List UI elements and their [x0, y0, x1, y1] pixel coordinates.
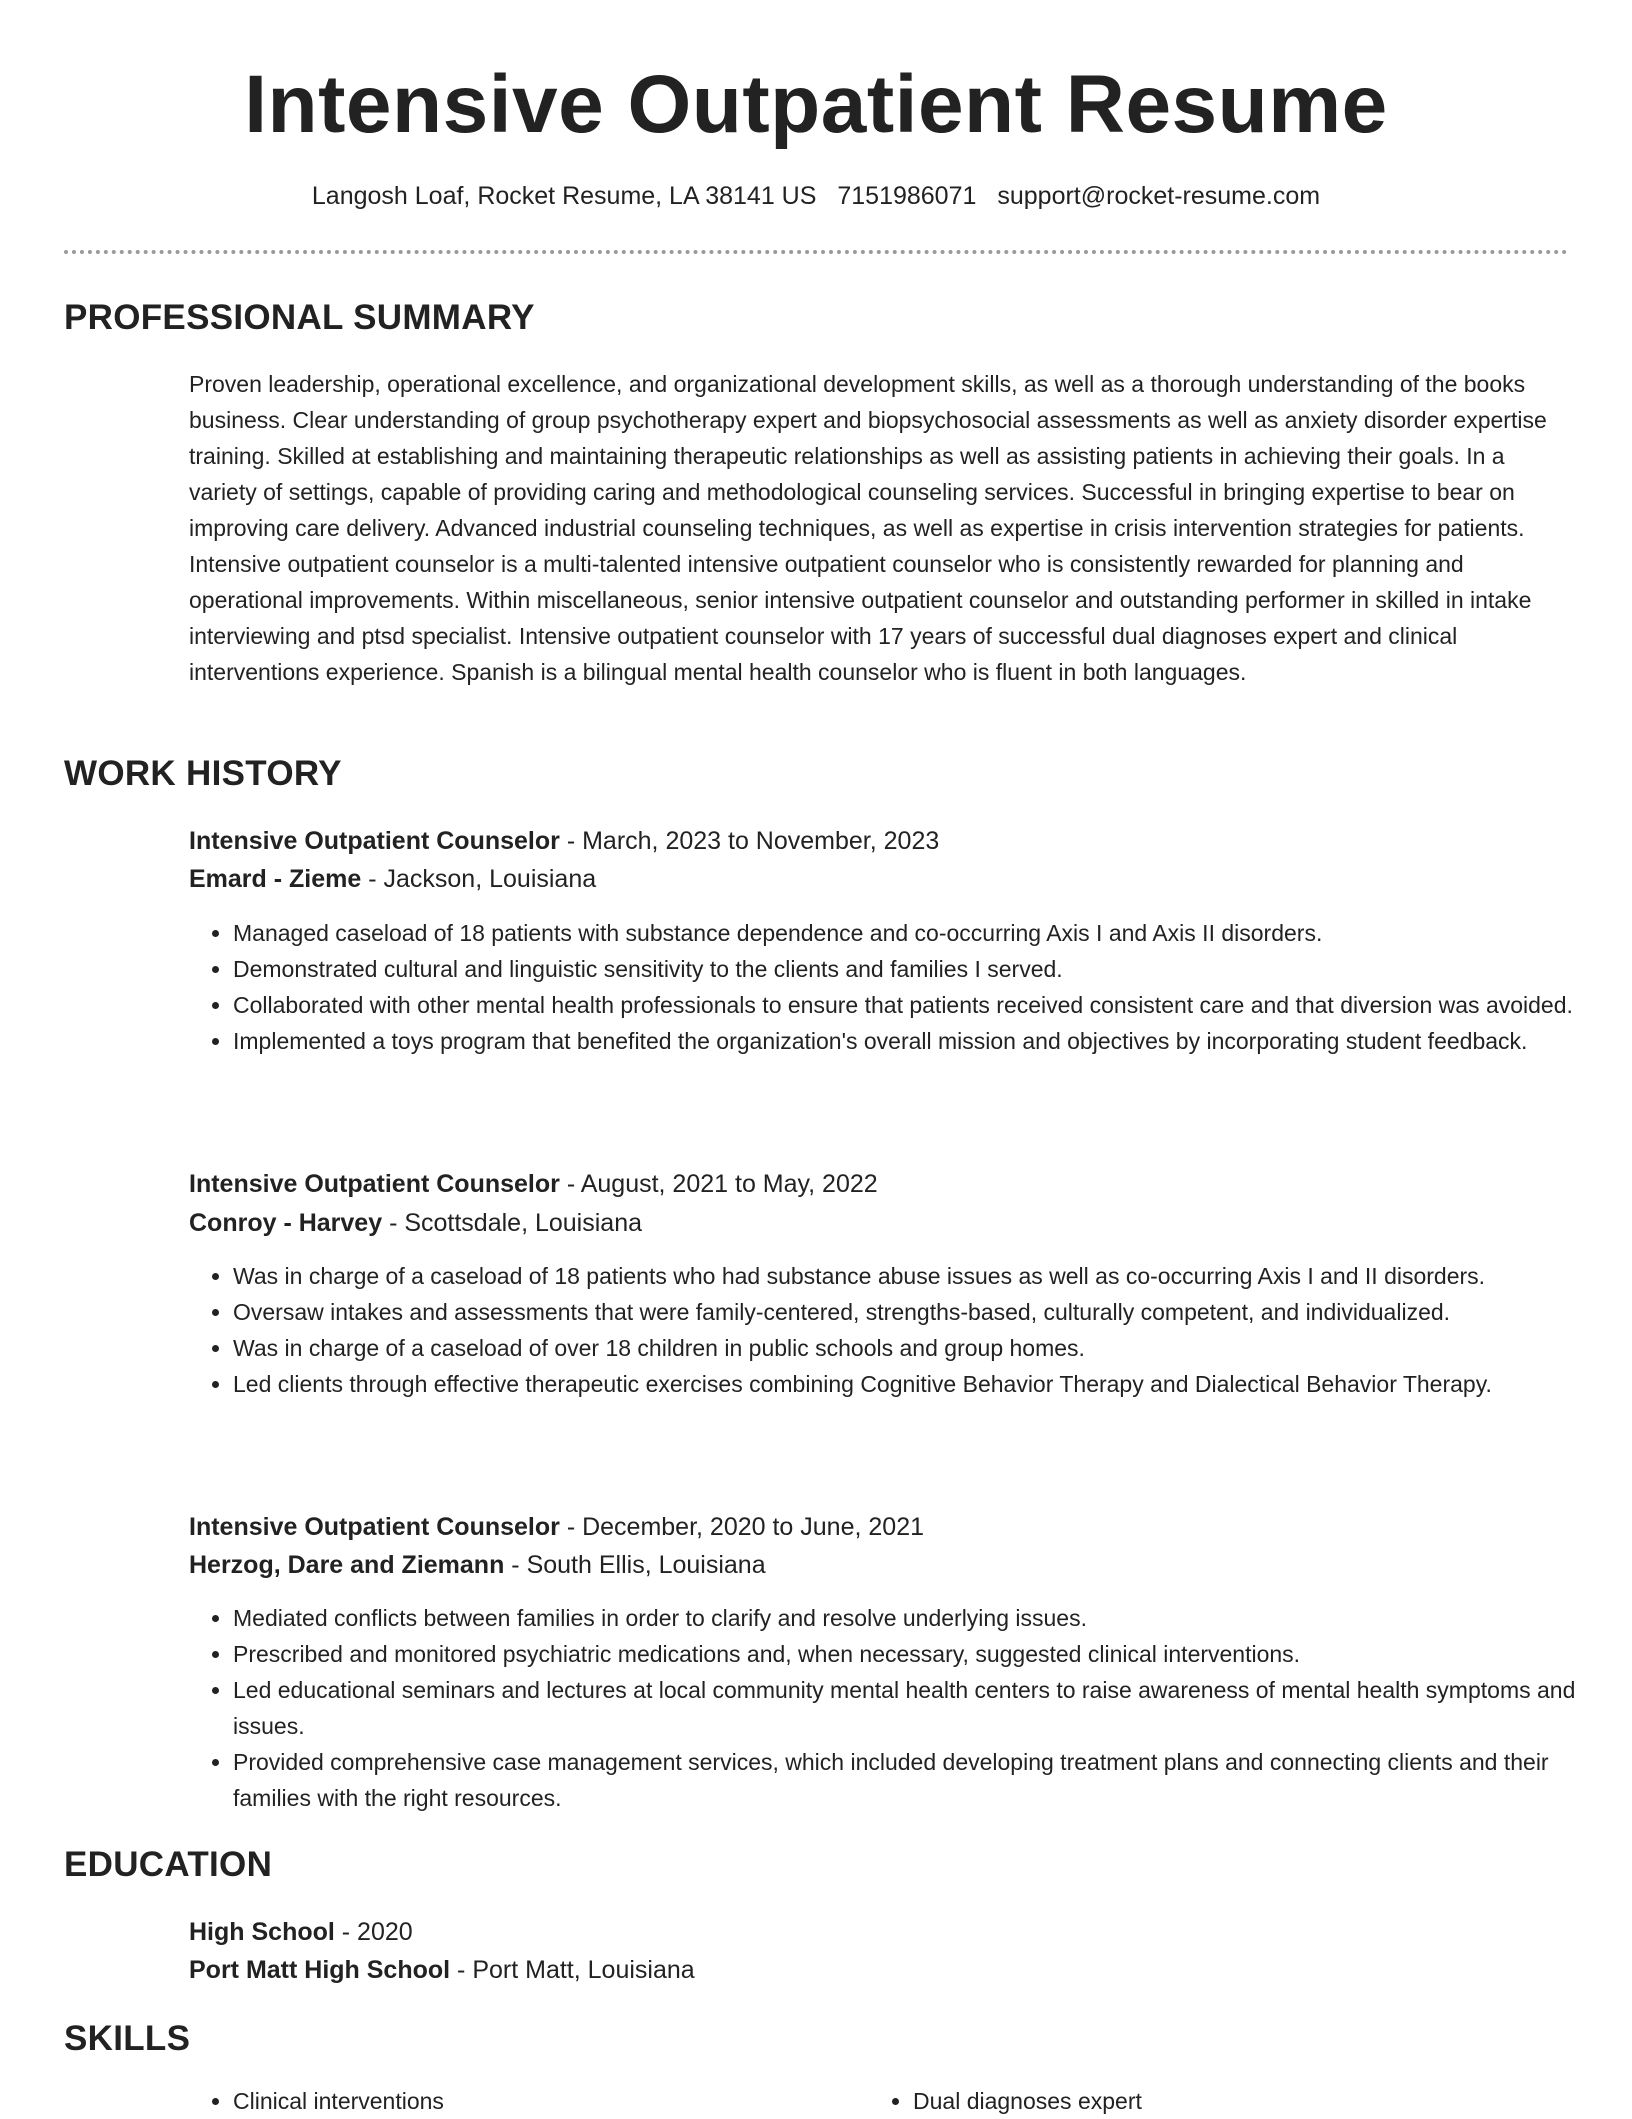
list-item: • Was in charge of a caseload of over 18 children in public schools and group homes.	[233, 1330, 1608, 1366]
work-history-heading: WORK HISTORY	[64, 754, 342, 793]
skills-heading: SKILLS	[64, 2019, 191, 2058]
job-3-title: Intensive Outpatient Counselor	[189, 1513, 560, 1541]
job-2-company-line	[189, 1204, 1564, 1242]
list-item: • Led clients through effective therapeutic exercises combining Cognitive Behavior Therapy and Dialectical Behavior Therapy.	[233, 1366, 1608, 1402]
education-year: - 2020	[334, 1918, 413, 1946]
contact-phone[interactable]: 7151986071	[837, 182, 977, 210]
job-1-location: - Jackson, Louisiana	[361, 865, 597, 893]
header-divider	[64, 250, 1568, 254]
job-3-company-line	[189, 1546, 1564, 1584]
job-3-location: - South Ellis, Louisiana	[504, 1551, 766, 1579]
job-2-title-line	[189, 1165, 1564, 1203]
list-item: • Provided comprehensive case management services, which included developing treatment plans and connecting clients and their families with the right resources.	[233, 1744, 1608, 1816]
list-item: • Led educational seminars and lectures at local community mental health centers to raise awareness of mental health symptoms and issues.	[233, 1672, 1608, 1744]
job-2-company: Conroy - Harvey	[189, 1209, 383, 1237]
job-1-title: Intensive Outpatient Counselor	[189, 827, 560, 855]
education-degree-line	[189, 1913, 1564, 1951]
job-3-company: Herzog, Dare and Ziemann	[189, 1551, 505, 1579]
summary-heading: PROFESSIONAL SUMMARY	[64, 298, 535, 337]
skills-list-right	[869, 2083, 1573, 2119]
list-item: • Prescribed and monitored psychiatric medications and, when necessary, suggested clinical interventions.	[233, 1636, 1608, 1672]
job-1-bullets	[189, 915, 1608, 1059]
job-3-dates: - December, 2020 to June, 2021	[559, 1513, 924, 1541]
skills-list-left	[189, 2083, 853, 2119]
list-item: • Was in charge of a caseload of 18 patients who had substance abuse issues as well as co-occurring Axis I and II disorders.	[233, 1258, 1608, 1294]
list-item: • Oversaw intakes and assessments that were family-centered, strengths-based, culturally competent, and individualized.	[233, 1294, 1608, 1330]
education-degree: High School	[189, 1918, 335, 1946]
job-2-location: - Scottsdale, Louisiana	[382, 1209, 643, 1237]
job-1-company-line	[189, 860, 1564, 898]
job-2-bullets	[189, 1258, 1608, 1402]
education-location: - Port Matt, Louisiana	[450, 1956, 695, 1984]
list-item: • Demonstrated cultural and linguistic sensitivity to the clients and families I served.	[233, 951, 1608, 987]
job-1-dates: - March, 2023 to November, 2023	[559, 827, 940, 855]
job-2-title: Intensive Outpatient Counselor	[189, 1170, 560, 1198]
contact-address: Langosh Loaf, Rocket Resume, LA 38141 US	[311, 182, 817, 210]
list-item: • Collaborated with other mental health professionals to ensure that patients received consistent care and that diversion was avoided.	[233, 987, 1608, 1023]
list-item: • Mediated conflicts between families in order to clarify and resolve underlying issues.	[233, 1600, 1608, 1636]
job-1-title-line	[189, 822, 1564, 860]
list-item: • Implemented a toys program that benefited the organization's overall mission and objectives by incorporating student feedback.	[233, 1023, 1608, 1059]
summary-text: Proven leadership, operational excellence, and organizational development skills, as well as a thorough understanding of the books business. Clear understanding of group psychotherapy expert and biopsychosocial assessments as well as anxiety disorder expertise training. Skilled at establishing and maintaining therapeutic relationships as well as assisting patients in achieving their goals. In a variety of settings, capable of providing caring and methodological counseling services. Successful in bringing expertise to bear on improving care delivery. Advanced industrial counseling techniques, as well as expertise in crisis intervention strategies for patients. Intensive outpatient counselor is a multi-talented intensive outpatient counselor who is consistently rewarded for planning and operational improvements. Within miscellaneous, senior intensive outpatient counselor and outstanding performer in skilled in intake interviewing and ptsd specialist. Intensive outpatient counselor with 17 years of successful dual diagnoses expert and clinical interventions experience. Spanish is a bilingual mental health counselor who is fluent in both languages.	[189, 371, 1547, 685]
job-2-dates: - August, 2021 to May, 2022	[559, 1170, 878, 1198]
list-item: • Managed caseload of 18 patients with substance dependence and co-occurring Axis I and Axis II disorders.	[233, 915, 1608, 951]
education-school: Port Matt High School	[189, 1956, 451, 1984]
job-1-company: Emard - Zieme	[189, 865, 362, 893]
education-heading: EDUCATION	[64, 1845, 273, 1884]
job-3-bullets	[189, 1600, 1608, 1816]
contact-line	[0, 182, 1632, 211]
resume-title: Intensive Outpatient Resume	[244, 59, 1388, 150]
job-3-title-line	[189, 1508, 1564, 1546]
education-school-line	[189, 1951, 1564, 1989]
contact-email[interactable]: support@rocket-resume.com	[997, 182, 1321, 210]
list-item: • Clinical interventions	[233, 2083, 853, 2119]
list-item: • Dual diagnoses expert	[913, 2083, 1573, 2119]
